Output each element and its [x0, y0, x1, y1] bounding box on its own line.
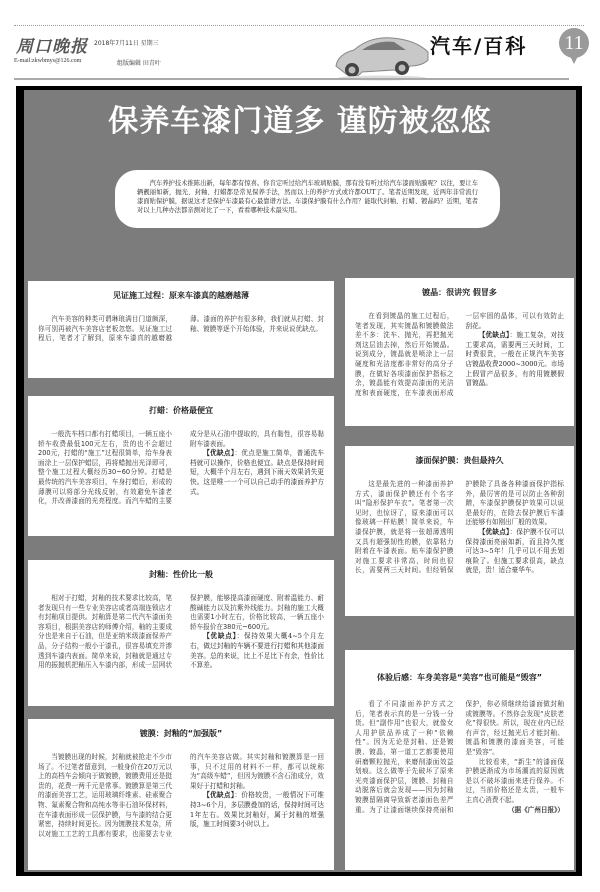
section-heading: 漆面保护膜：贵但最持久 — [415, 456, 504, 465]
pros-cons-label: 【优缺点】 — [203, 632, 237, 641]
pros-cons-label: 【优缺点】 — [203, 449, 235, 458]
intro-box: 汽车养护技术推陈出新，每年都有惊喜。你肯定听过给汽车玻璃贴膜，那有没有听过给汽车漆面贴膜呢？以往，要让车辆靓丽如新，抛光、封釉、打蜡都是常见保养手法，然而以上的养护方式或许都OUT了。笔者近期发现，近两年非常流行漆面贴保护膜，据说这才是保护车漆最有心最靠谱方法。车漆保护膜有什么作用？能取代封釉、打蜡、镀晶吗？近期，笔者对以上几种办法都亲测对比了一下，看看哪种技术最实用。 — [115, 170, 500, 228]
page-number-badge: 11 — [559, 28, 589, 58]
section-body: 这是最先进的一种漆面养护方式，漆面保护膜还有个名字叫“隐形保护车衣”。笔者第一次见时，也惊讶了，原来漆面可以像玻璃一样贴膜！简单来说，车漆保护膜，就是将一张超薄透明又具有超强韧性的膜，依靠粘力附着在车漆表面。贴车漆保护膜对施工要求非常高，时间也很长，需要两三天时间。但经销保护膜除了具备各种漆面保护指标外，最厉害的是可以防止各种刮蹭，车漆保护膜保护效果可以说是最好的，在除去保护膜后车漆还能够有如刚出厂般的效果。 — [355, 480, 564, 575]
section-body: 在看到镀晶的施工过程后，笔者发现，其实镀晶和镀膜做法差不多：洗车、抛光，再把抛光剂这层油去掉，然后开始镀晶。说到成分，镀晶就是喷涂上一层硬度和光洁度都非常好的高分子膜，在做好各项漆面保护指标之余，镀晶能有效提高漆面的光洁度和表面硬度，在车漆表面形成一层牢固的晶体，可以有效防止刮花。 — [355, 312, 564, 397]
section-glazing — [28, 560, 334, 706]
pros-cons-text: ：保护膜不仅可以保持漆面亮丽如新，而且持久度可达3~5年！几乎可以不用丢划痕险了。但施工要求很高，缺点就是，贵！适合豪华车。 — [465, 527, 564, 575]
pros-cons-text: ：保持效果大概4~5个月左右，做过封釉的车辆不要进行打蜡和其他漆面美容。总的来说，比上不足比下有余，性价比不算差。 — [190, 632, 324, 670]
section-heading: 封釉：性价比一般 — [149, 570, 213, 579]
section-coating — [28, 719, 334, 870]
section-body: 相对于打蜡，封釉的技术要求比较高，笔者发现只有一些专业美容店或者高端连锁店才有封釉项目提供。封釉算是第二代汽车漆面美容项目，根据美容店的师傅介绍，釉的主要成分也是来自于石油，但是亚纳米级漆面保养产品，分子结构一般小于漆孔，很容易填充并渗透到车漆内表面。简单来说，封釉就是通过专用的振抛机把釉压入车漆内部，形成一层网状保护膜，能够提高漆面硬度、附着温能力、耐酸碱能力以及抗紫外线能力。封釉的施工大概也需要1小时左右，价格比较高，一辆五座小轿车报价在380元~600元。 — [38, 594, 324, 670]
pros-cons-text: ：优点是施工简单，普通洗车档就可以操作，价格也便宜。缺点是保持时间短，大概半个月左右，遇到下雨天效果消失更快。这是唯一一个可以自己动手的漆面养护方式。 — [190, 449, 324, 496]
section-body: 一般洗车档口都有打蜡项目，一辆五座小轿车收费最低100元左右，贵的也不会超过200元，打蜡的“施工”过程很简单，给车身表面涂上一层保护蜡层，再将蜡抛出光泽即可，整个施工过程大概经历30~60分钟。打蜡是最传统的汽车美容项目，车身打蜡后，形成的薄膜可以将部分光线反射，有效避免车漆老化，并改善漆面的光亮程度。而汽车蜡的主要成分是从石油中提取的，具有黏性，很容易黏附车漆表面。 — [38, 430, 324, 506]
pros-cons-label: 【优缺点】 — [203, 791, 235, 800]
section-crystal — [345, 278, 574, 426]
pros-cons-label: 【优缺点】 — [478, 527, 510, 536]
section-title: 汽车/百科 — [430, 34, 528, 58]
pros-cons-text: ：施工复杂，对技工要求高，需要两三天时间，工时费很贵，一般在正规汽车美容店镀晶收费2000~3000元。市场上假冒产品很多，有的用镀膜假冒镀晶。 — [465, 331, 564, 388]
pros-cons-text: ：价格较贵，一般情况下可维持3~6个月，多层膜叠加的话，保持时间可达1年左右。效果比封釉好，属于封釉的增强版，施工时间要3小时以上。 — [190, 791, 324, 829]
masthead — [14, 25, 584, 82]
headline: 保养车漆门道多 谨防被忽悠 — [108, 104, 492, 139]
section-body: 看了不同漆面养护方式之后，笔者表示真的是一分钱一分货。但“副作用”也很大，就像女人用护肤品养成了一种“依赖性”。因为无论是封釉、还是镀膜、镀晶，第一道工艺都要使用研磨颗粒抛光，来磨削漆面效益划痕。这么做等于先破坏了原来光亮漆面保护层，镀膜、封釉自动脱落后就会发现——因为封釉镀膜留隔离导致新老漆面色差严重。为了让漆面继续保持亮丽和保护，你必须继续给漆面做封釉或镀膜等。不然你会发现“皮肤老化”得很快。所以，现在业内已经有声音，经过抛光后才能封釉、镀晶和镀膜的漆面美容，可能是“毁容”。 — [355, 700, 564, 814]
pros-cons-label: 【优缺点】 — [478, 331, 510, 340]
header-divider — [14, 78, 569, 80]
section-conclusion — [345, 650, 574, 870]
section-body: 汽车美容的种类可谓琳琅满目门道颇深，你可别再被汽车美容店老板忽悠。见证施工过程后，笔者才了解到，原来车漆真的越磨越薄。漆面的养护有很多种，我们就从打蜡、封釉、镀膜等逐个开始体验，并来说说优缺点。 — [38, 315, 324, 343]
section-protective-film — [345, 446, 574, 616]
section-waxing — [28, 396, 334, 536]
section-body: 当镀膜出现的时候，封釉就被抢走不少市场了。不过笔者留意到，一般身价在20万元以上的高档车会倾向于做镀膜，镀膜费用还是挺贵的，花费一两千元是常事。镀膜算是第三代的漆面美容工艺，运用玻璃纤维素、硅素聚合物、氟素聚合物和高纯水等非石油环保材料，在车漆表面形成一层保护膜，与车漆的结合更紧密，持续时间更长。因为镀膜技术复杂，所以对施工工艺的工具都有要求，也需要去专业的汽车美容店做。其实封釉和镀膜算是一回事，只不过用的材料不一样，都可以统称为“高级车蜡”，但因为镀膜不含石油成分，效果好于打蜡和封釉。 — [38, 753, 324, 838]
source-credit: （据《广州日报》） — [507, 805, 564, 814]
newspaper-logo: 周口晚报 — [16, 37, 88, 57]
section-heading: 打蜡：价格最便宜 — [149, 406, 213, 415]
section-construction — [28, 281, 334, 378]
section-heading: 镀膜：封釉的“加强版” — [139, 729, 223, 738]
sports-car-icon — [332, 26, 432, 82]
email-link[interactable]: E-mail:zkwbmys@126.com — [14, 58, 82, 64]
section-body-2: 比较看来，“新生”的漆面保护膜逐渐成为市场潮流的原因就是以不破坏漆面来进行保养。不过，当前价格还是太贵，一般车主真心消费不起。 — [465, 757, 564, 804]
section-heading: 镀晶：很讲究 假冒多 — [422, 288, 497, 297]
section-heading: 见证施工过程：原来车漆真的越磨越薄 — [113, 291, 249, 300]
issue-date: 2018年7月11日 星期三 — [94, 40, 159, 47]
section-heading: 体验后感：车身美容是“美容”也可能是“毁容” — [376, 673, 543, 682]
editor-credit: 组版编辑 田青叶 — [117, 60, 161, 67]
